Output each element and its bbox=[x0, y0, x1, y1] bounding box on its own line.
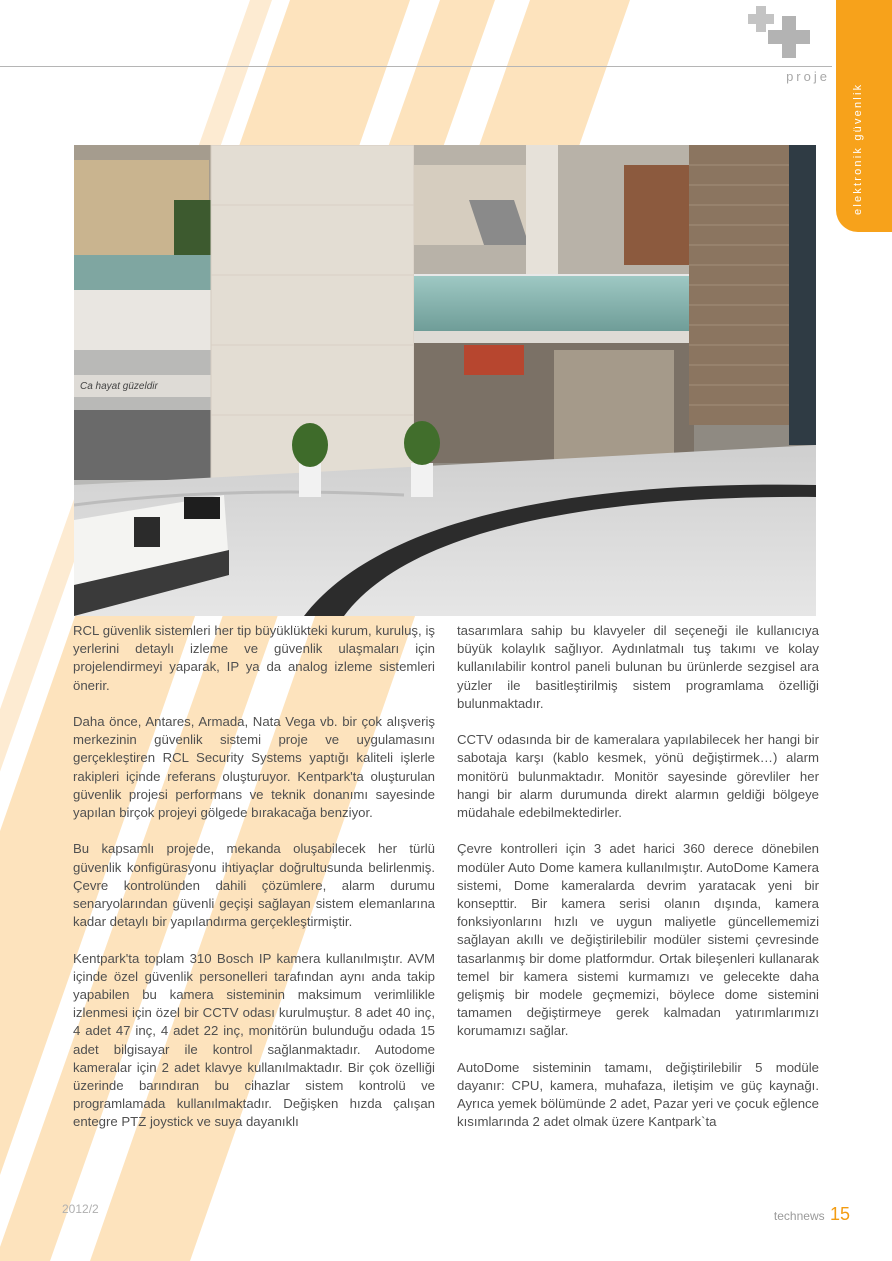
article-paragraph: RCL güvenlik sistemleri her tip büyüklükteki kurum, kuruluş, iş yerlerini detaylı izleme ve güvenlik ulaşmaları için projelendirmeyi yaparak, IP ya da analog izleme sistemleri önerir. bbox=[73, 623, 435, 693]
article-column-right bbox=[457, 622, 819, 1150]
article-column-left bbox=[73, 622, 435, 1150]
page-footer bbox=[774, 1204, 850, 1225]
article-paragraph: AutoDome sisteminin tamamı, değiştirilebilir 5 modüle dayanır: CPU, kamera, muhafaza, iletişim ve güç kaynağı. Ayrıca yemek bölümünde 2 adet, Pazar yeri ve çocuk eğlence kısımlarında 2 adet olmak üzere Kantpark`ta bbox=[457, 1059, 819, 1130]
article-paragraph: Kentpark'ta toplam 310 Bosch IP kamera kullanılmıştır. AVM içinde özel güvenlik personelleri tarafından aynı anda takip yapabilen bu kamera sisteminin maksimum verimlilikle izlenmesi için özel bir CCTV odası kurulmuştur. 8 adet 40 inç, 4 adet 47 inç, 4 adet 22 inç, monitörün bulunduğu odada 15 adet bilgisayar ile kontrol sağlanmaktadır. Autodome kameralar için 2 adet klavye kullanılmaktadır. Bir çok özelliği üzerinde barındıran bu cihazlar sistem kontrolü ve programlamada kullanılmaktadır. Değişken hızda çalışan entegre PTZ joystick ve suya dayanıklı bbox=[73, 950, 435, 1130]
side-category-label: elektronik güvenlik bbox=[852, 82, 864, 215]
article-paragraph: Çevre kontrolleri için 3 adet harici 360 derece dönebilen modüler Auto Dome kamera kullanılmıştır. AutoDome Kamera sistemi, Dome kameralarda devrim yaratacak yeni bir konsepttir. Bir kamera serisi olanın dışında, kamera fonksiyonlarını hızlı ve uygun maliyetle güncellememizi sağlayan akıllı ve değiştirilebilir modüler sistemi çevresinde tasarlanmış bir dome platformdur. Ortak bileşenleri kullanarak temel bir kamera sistemi kurmamızı ve gelecekte daha gelişmiş bir modele geçmemizi, böylece dome sistemini tamamen değiştirmeye gerek kalmadan yatırımlarımızı korumamızı sağlar. bbox=[457, 841, 819, 1039]
article-paragraph: tasarımlara sahip bu klavyeler dil seçeneği ile kullanıcıya büyük kolaylık sağlıyor. Aydınlatmalı tuş takımı ve kolay kullanılabilir kontrol paneli bulunan bu ürünlerde sezgisel ara yüzler ile basitleştirilmiş sistem programlama özelliği bulunmaktadır. bbox=[457, 623, 819, 711]
magazine-name: technews bbox=[773, 1209, 825, 1223]
plus-logo-icon bbox=[748, 6, 814, 60]
section-label: proje bbox=[786, 69, 830, 84]
photo-sign-text: Ca hayat güzeldir bbox=[80, 381, 158, 392]
mall-interior-photo bbox=[74, 145, 816, 616]
page-number: 15 bbox=[829, 1204, 850, 1224]
issue-label: 2012/2 bbox=[62, 1202, 99, 1216]
side-category-tab bbox=[836, 0, 892, 232]
article-paragraph: Daha önce, Antares, Armada, Nata Vega vb. bir çok alışveriş merkezinin güvenlik sistemi proje ve uygulamasını gerçekleştiren RCL Security Systems yaptığı kaliteli işlerle rakipleri içinde referans oluşturuyor. Kentpark'ta oluşturulan güvenlik projesi performans ve teknik donanımı sayesinde yapılan birçok projeyi gölgede bırakacağa benziyor. bbox=[73, 714, 435, 821]
article-paragraph: CCTV odasında bir de kameralara yapılabilecek her hangi bir sabotaja karşı (kablo kesmek, yönü değiştirmek…) alarm monitörü bulunmaktadır. Monitör sayesinde görevliler her hangi bir alarm durumunda direkt alarmın geldiği bölgeye müdahale edebilmektedirler. bbox=[457, 732, 819, 821]
article-paragraph: Bu kapsamlı projede, mekanda oluşabilecek her türlü güvenlik konfigürasyonu ihtiyaçlar doğrultusunda belirlenmiş. Çevre kontrolünden dahili çözümlere, alarm durumu senaryolarından güvenli geçişi sağlayan sistem elemanlarına kadar detaylı bir yapılandırma gerçekleştirmiştir. bbox=[73, 841, 435, 930]
header-rule bbox=[0, 66, 832, 67]
